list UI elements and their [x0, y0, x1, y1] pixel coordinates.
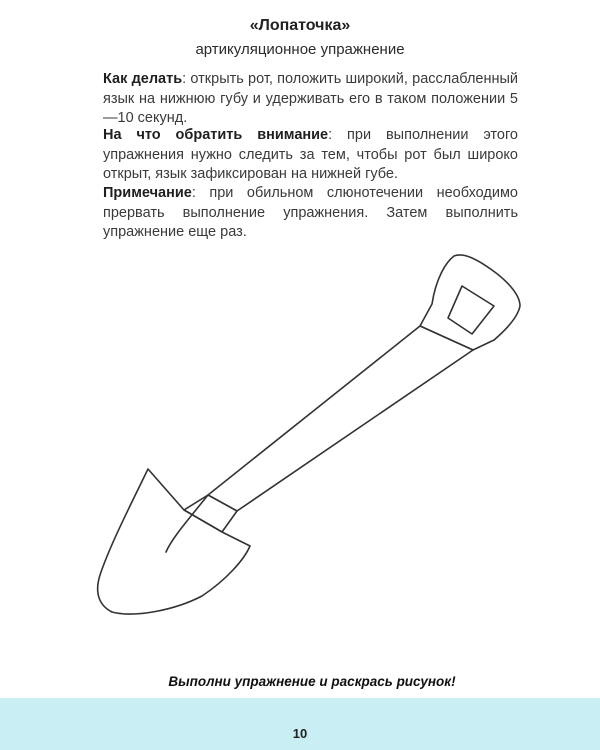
- page-number: 10: [292, 726, 308, 741]
- attention-paragraph: [103, 126, 518, 185]
- how-to-paragraph: [103, 70, 518, 129]
- attention-text: : при выполнении этого упражнения нужно следить за тем, чтобы рот был широко открыт, язык зафиксирован на нижней губе.: [103, 127, 518, 182]
- exercise-title: «Лопаточка»: [249, 17, 351, 34]
- note-text: : при обильном слюнотечении необходимо прервать выполнение упражнения. Затем выполнить упражнение еще раз.: [103, 185, 518, 240]
- how-to-term: Как делать: [103, 71, 183, 87]
- coloring-instruction: Выполни упражнение и раскрась рисунок!: [168, 674, 456, 689]
- exercise-subtitle: артикуляционное упражнение: [195, 41, 405, 58]
- footer-band: [0, 698, 600, 750]
- attention-term: На что обратить внимание: [103, 127, 329, 143]
- shaft: [208, 326, 473, 511]
- shovel-icon: [80, 240, 540, 640]
- note-term: Примечание: [103, 185, 192, 201]
- note-paragraph: [103, 184, 518, 243]
- how-to-text: : открыть рот, положить широкий, расслабленный язык на нижнюю губу и удерживать его в таком положении 5—10 секунд.: [103, 71, 519, 126]
